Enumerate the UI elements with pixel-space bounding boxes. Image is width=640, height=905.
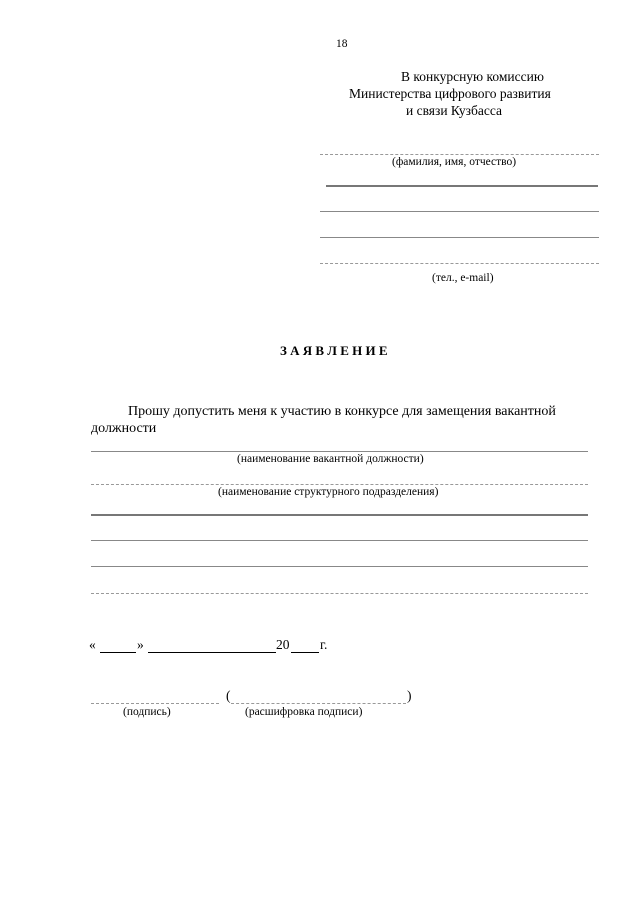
address-line-3 xyxy=(320,237,599,238)
signature-decode-caption: (расшифровка подписи) xyxy=(245,706,363,718)
date-year-prefix: 20 xyxy=(276,637,290,652)
addressee-line-1: В конкурсную комиссию xyxy=(401,69,544,84)
contact-caption: (тел., e-mail) xyxy=(432,272,494,284)
fio-caption: (фамилия, имя, отчество) xyxy=(392,156,517,168)
signature-caption: (подпись) xyxy=(123,706,171,718)
document-title: З А Я В Л Е Н И Е xyxy=(280,343,388,358)
extra-line-1 xyxy=(91,514,588,516)
contact-field xyxy=(320,263,599,264)
sign-close-paren: ) xyxy=(407,688,412,703)
date-year-suffix: г. xyxy=(320,637,328,652)
date-month-field xyxy=(148,652,276,653)
page-number: 18 xyxy=(336,38,348,50)
date-day-field xyxy=(100,652,136,653)
position-caption: (наименование вакантной должности) xyxy=(237,453,424,465)
signature-decode-field xyxy=(231,703,406,704)
body-line-1: Прошу допустить меня к участию в конкурсе для замещения вакантной xyxy=(128,404,556,419)
department-field xyxy=(91,484,588,485)
extra-line-3 xyxy=(91,566,588,567)
address-line-2 xyxy=(320,211,599,212)
addressee-line-2: Министерства цифрового развития xyxy=(349,86,551,101)
date-open-quote: « xyxy=(89,637,96,652)
department-caption: (наименование структурного подразделения) xyxy=(218,486,439,498)
date-close-quote: » xyxy=(137,637,144,652)
extra-line-4 xyxy=(91,593,588,594)
body-line-2: должности xyxy=(91,421,157,436)
extra-line-2 xyxy=(91,540,588,541)
sign-open-paren: ( xyxy=(226,688,231,703)
position-field xyxy=(91,451,588,452)
date-year-field xyxy=(291,652,319,653)
addressee-line-3: и связи Кузбасса xyxy=(406,103,503,118)
fio-field xyxy=(320,154,599,155)
signature-field xyxy=(91,703,219,704)
address-line-1 xyxy=(326,185,598,187)
